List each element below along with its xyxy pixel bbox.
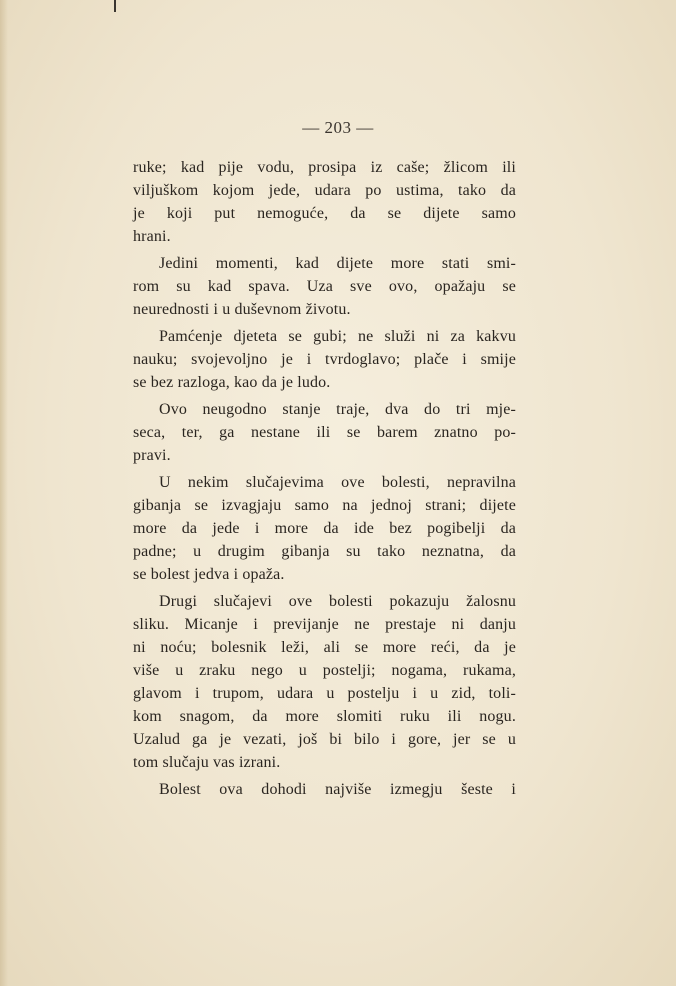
text-line: više u zraku nego u postelji; nogama, rukama, <box>133 662 516 679</box>
text-line: gibanja se izvagjaju samo na jednoj strani; dijete <box>133 497 516 514</box>
text-line: seca, ter, ga nestane ili se barem znatno po- <box>133 424 516 441</box>
paragraph <box>133 471 516 586</box>
text-line: Pamćenje djeteta se gubi; ne služi ni za kakvu <box>159 328 516 345</box>
text-line: Bolest ova dohodi najviše izmegju šeste i <box>159 781 516 798</box>
text-line: Uzalud ga je vezati, još bi bilo i gore, jer se u <box>133 731 516 748</box>
text-line: U nekim slučajevima ove bolesti, nepravilna <box>159 474 516 491</box>
paragraph <box>133 398 516 467</box>
text-line: hrani. <box>133 228 171 245</box>
corner-mark <box>114 0 116 12</box>
text-line: ruke; kad pije vodu, prosipa iz caše; žlicom ili <box>133 159 516 176</box>
text-line: tom slučaju vas izrani. <box>133 754 281 771</box>
text-line: pravi. <box>133 447 171 464</box>
text-line: more da jede i more da ide bez pogibelji da <box>133 520 516 537</box>
text-line: sliku. Micanje i previjanje ne prestaje ni danju <box>133 616 516 633</box>
text-line: viljuškom kojom jede, udara po ustima, tako da <box>133 182 516 199</box>
text-line: Drugi slučajevi ove bolesti pokazuju žalosnu <box>159 593 516 610</box>
text-line: ni noću; bolesnik leži, ali se more reći, da je <box>133 639 516 656</box>
paragraph <box>133 325 516 394</box>
text-line: rom su kad spava. Uza sve ovo, opažaju se <box>133 278 516 295</box>
text-line: nauku; svojevoljno je i tvrdoglavo; plače i smije <box>133 351 516 368</box>
paragraph <box>133 778 516 801</box>
paragraph <box>133 156 516 248</box>
paragraph <box>133 590 516 774</box>
text-line: se bez razloga, kao da je ludo. <box>133 374 331 391</box>
text-line: Ovo neugodno stanje traje, dva do tri mje- <box>159 401 516 418</box>
paragraph <box>133 252 516 321</box>
page-number: — 203 — <box>302 118 374 137</box>
body-text <box>133 156 516 801</box>
text-line: je koji put nemoguće, da se dijete samo <box>133 205 516 222</box>
text-line: glavom i trupom, udara u postelju i u zid, toli- <box>133 685 516 702</box>
text-line: neurednosti i u duševnom životu. <box>133 301 351 318</box>
text-line: padne; u drugim gibanja su tako neznatna, da <box>133 543 516 560</box>
text-line: kom snagom, da more slomiti ruku ili nogu. <box>133 708 516 725</box>
text-line: Jedini momenti, kad dijete more stati smi- <box>159 255 516 272</box>
text-line: se bolest jedva i opaža. <box>133 566 285 583</box>
